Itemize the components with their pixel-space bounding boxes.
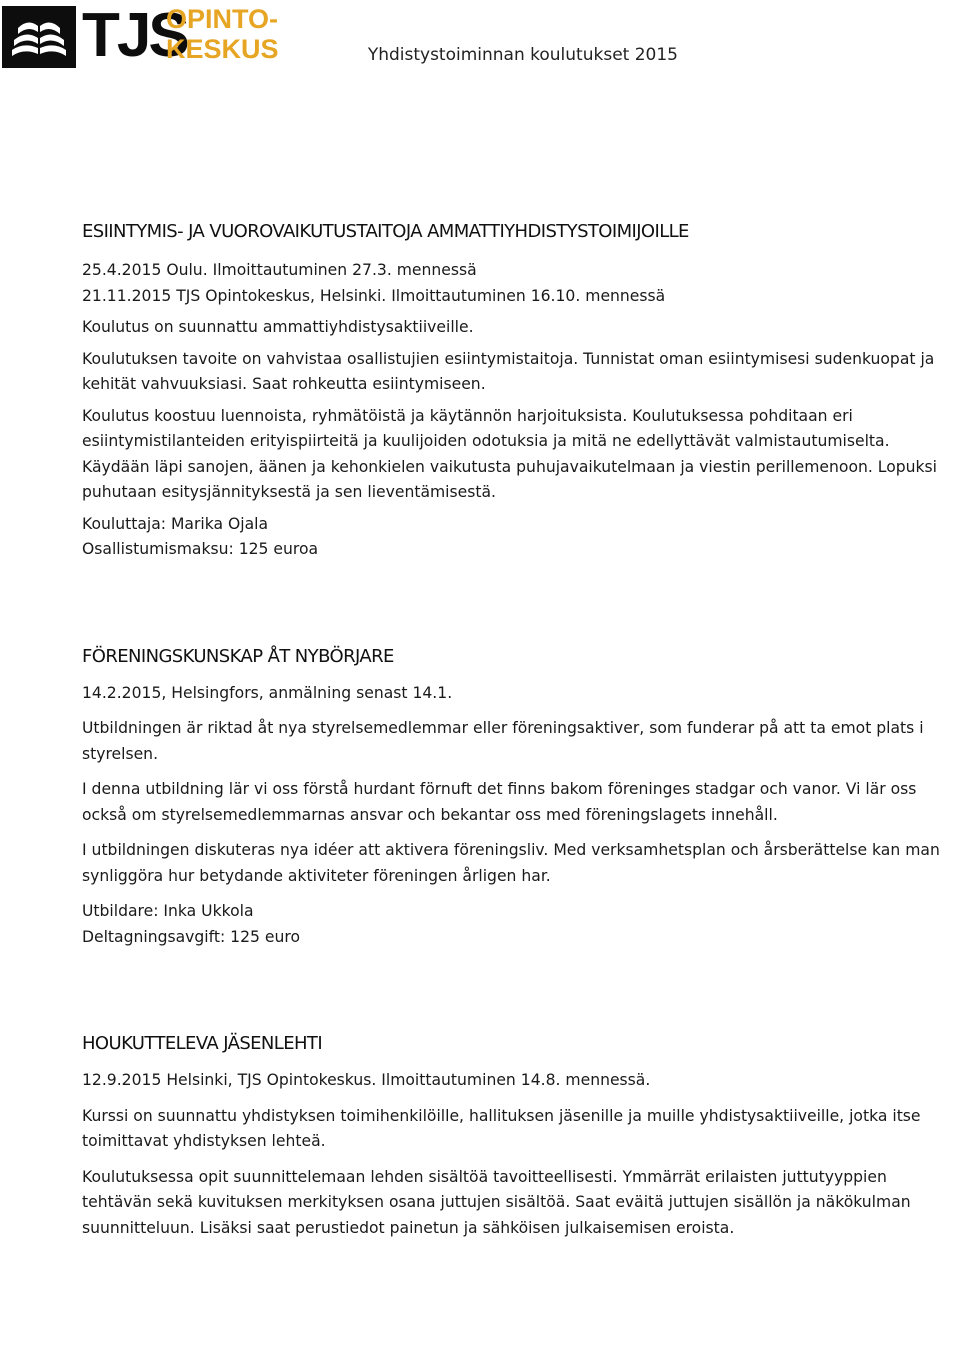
course-section [82, 645, 958, 951]
logo-tjs-text: TJS [82, 1, 187, 70]
document-title: Yhdistystoiminnan koulutukset 2015 [367, 45, 678, 65]
page-header [0, 0, 960, 80]
course-heading: HOUKUTTELEVA JÄSENLEHTI [82, 1033, 323, 1054]
course-description: Koulutuksessa opit suunnittelemaan lehden sisältöä tavoitteellisesti. Ymmärrät erilaisten juttutyyppien tehtävän sekä kuvituksen merkityksen osana juttujen sisältöä. Saat eväitä juttujen sisällön ja näkökulman suunnitteluun. Lisäksi saat perustiedot painetun ja sähköisen julkaisemisen eroista. [82, 1167, 911, 1237]
course-fee: Deltagningsavgift: 125 euro [82, 927, 300, 946]
logo-word-keskus: KESKUS [166, 34, 279, 64]
course-section [82, 220, 958, 563]
course-heading: FÖRENINGSKUNSKAP ÅT NYBÖRJARE [82, 645, 394, 667]
course-heading: ESIINTYMIS- JA VUOROVAIKUTUSTAITOJA AMMATTIYHDISTYSTOIMIJOILLE [82, 221, 689, 242]
course-description: Koulutuksen tavoite on vahvistaa osallistujien esiintymistaitoja. Tunnistat oman esiintymisesi sudenkuopat ja kehität vahvuuksiasi. Saat rohkeutta esiintymiseen. [82, 349, 935, 393]
course-date: 12.9.2015 Helsinki, TJS Opintokeskus. Ilmoittautuminen 14.8. mennessä. [82, 1071, 651, 1089]
course-description: I utbildningen diskuteras nya idéer att aktivera föreningsliv. Med verksamhetsplan och årsberättelse kan man synliggöra hur betydande aktiviteter föreningen årligen har. [82, 841, 940, 885]
course-description: I denna utbildning lär vi oss förstå hurdant förnuft det finns bakom föreninges stadgar och vanor. Vi lär oss också om styrelsemedlemmarnas ansvar och bekantar oss med föreningslagets innehåll. [82, 780, 917, 824]
course-date: 14.2.2015, Helsingfors, anmälning senast 14.1. [82, 683, 453, 702]
course-trainer: Kouluttaja: Marika Ojala [82, 514, 269, 533]
course-trainer: Utbildare: Inka Ukkola [82, 902, 254, 920]
course-date: 21.11.2015 TJS Opintokeskus, Helsinki. Ilmoittautuminen 16.10. mennessä [82, 286, 666, 305]
course-description: Kurssi on suunnattu yhdistyksen toimihenkilöille, hallituksen jäsenille ja muille yhdistysaktiiveille, jotka itse toimittavat yhdistyksen lehteä. [82, 1106, 921, 1150]
course-description: Utbildningen är riktad åt nya styrelsemedlemmar eller föreningsaktiver, som funderar på att ta emot plats i styrelsen. [82, 719, 924, 763]
course-fee: Osallistumismaksu: 125 euroa [82, 540, 319, 558]
course-section [82, 1032, 958, 1241]
logo-word-opinto: OPINTO- [166, 4, 279, 34]
tjs-opintokeskus-logo [2, 0, 279, 72]
course-audience: Koulutus on suunnattu ammattiyhdistysaktiiveille. [82, 318, 474, 336]
course-date: 25.4.2015 Oulu. Ilmoittautuminen 27.3. mennessä [82, 261, 477, 279]
document-body [82, 220, 958, 1241]
open-book-icon [2, 6, 76, 68]
course-description: Koulutus koostuu luennoista, ryhmätöistä ja käytännön harjoituksista. Koulutuksessa pohditaan eri esiintymistilanteiden erityispiirteitä ja kuulijoiden odotuksia ja mitä ne edellyttävät valmistautumiselta. Käydään läpi sanojen, äänen ja kehonkielen vaikutusta puhujavaikutelmaan ja viestin perillemenoon. Lopuksi puhutaan esitysjännityksestä ja sen lieventämisestä. [82, 406, 937, 501]
